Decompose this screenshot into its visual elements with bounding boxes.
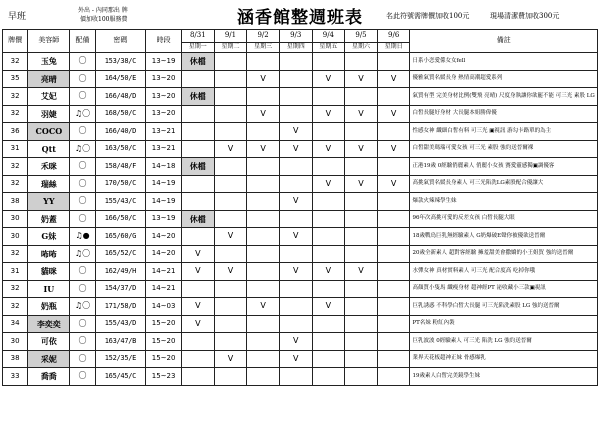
code-cell: 164/50/E [95,70,146,88]
code-cell: 155/43/D [95,315,146,333]
day-cell [312,210,345,228]
price-cell: 32 [3,175,28,193]
day-cell [377,88,410,106]
outcall-note: 外出 - 內同那出 牌 [78,7,128,14]
day-cell [312,333,345,351]
day-cell: V [345,140,378,158]
config-icons: 〇 [70,158,95,176]
day-cell [214,298,247,316]
day-cell [312,368,345,386]
day-cell: V [247,298,280,316]
table-row [3,123,598,141]
day-cell [214,193,247,211]
day-cell [214,315,247,333]
day-cell [377,210,410,228]
day-cell [345,245,378,263]
day-cell: V [279,228,312,246]
service-fee-note: 價加收100服務費 [80,16,128,23]
day-cell: V [247,140,280,158]
day-cell [312,88,345,106]
day-cell [377,280,410,298]
day-cell [345,123,378,141]
col-header-beautician: 美容師 [28,30,70,53]
day-cell [247,53,280,71]
shift-label: 早班 [8,12,27,22]
schedule-table [2,29,598,386]
page-title: 涵香館整週班表 [237,8,363,28]
day-cell [312,315,345,333]
config-icons: 〇 [70,53,95,71]
day-date: 8/31 [181,30,214,43]
price-cell: 33 [3,368,28,386]
code-cell: 155/43/C [95,193,146,211]
day-cell [377,245,410,263]
remark-cell: 優雅氣質名媛長身 熱情高潮超愛系列 [410,70,598,88]
day-cell: V [214,350,247,368]
config-icons: ♫〇 [70,245,95,263]
config-icons: 〇 [70,315,95,333]
day-cell [279,105,312,123]
table-row [3,158,598,176]
day-cell [181,70,214,88]
code-cell: 165/60/G [95,228,146,246]
code-cell: 158/48/F [95,158,146,176]
day-cell [279,53,312,71]
time-slot: 14~21 [146,280,182,298]
day-cell: V [345,70,378,88]
price-cell: 35 [3,70,28,88]
beautician-name: 奶瓶 [28,298,70,316]
day-cell: V [279,263,312,281]
day-cell [181,368,214,386]
day-cell: 休檔 [181,210,214,228]
day-cell [214,158,247,176]
day-cell [377,263,410,281]
time-slot: 13~20 [146,105,182,123]
day-cell [214,123,247,141]
table-row [3,333,598,351]
day-cell [181,333,214,351]
price-cell: 32 [3,105,28,123]
beautician-name: 咘咘 [28,245,70,263]
day-cell [181,350,214,368]
price-cell: 32 [3,298,28,316]
day-cell [214,88,247,106]
beautician-name: G妹 [28,228,70,246]
price-cell: 36 [3,123,28,141]
col-header-config: 配備 [70,30,95,53]
day-cell [345,368,378,386]
table-row [3,175,598,193]
time-slot: 15~20 [146,333,182,351]
day-cell [279,88,312,106]
config-icons: ♫● [70,228,95,246]
day-cell [345,280,378,298]
code-cell: 166/48/D [95,88,146,106]
day-cell: V [181,245,214,263]
price-cell: 30 [3,228,28,246]
col-header-code: 密碼 [95,30,146,53]
day-cell [214,280,247,298]
day-cell [214,245,247,263]
config-icons: 〇 [70,280,95,298]
time-slot: 14~18 [146,158,182,176]
time-slot: 13~20 [146,70,182,88]
day-cell [214,368,247,386]
day-weekday: 星期一 [181,43,214,53]
day-cell: V [247,70,280,88]
remark-cell: 性感女神 纖細白皙有料 可三光 ▣視訊 游勾卡路單的為主 [410,123,598,141]
time-slot: 14~20 [146,228,182,246]
day-cell: V [377,175,410,193]
table-row [3,88,598,106]
remark-cell: 業界天花板超神正妹 骨感爆乳 [410,350,598,368]
day-cell [181,228,214,246]
day-cell [279,280,312,298]
day-cell: V [345,175,378,193]
time-slot: 15~20 [146,315,182,333]
time-slot: 13~21 [146,140,182,158]
day-date: 9/4 [312,30,345,43]
day-cell [214,70,247,88]
beautician-name: 奶蓋 [28,210,70,228]
price-cell: 38 [3,350,28,368]
price-cell: 32 [3,158,28,176]
day-cell: V [214,263,247,281]
table-row [3,263,598,281]
day-weekday: 星期四 [279,43,312,53]
code-cell: 163/50/C [95,140,146,158]
day-cell [312,245,345,263]
day-cell [247,245,280,263]
day-cell: V [312,70,345,88]
day-cell [377,53,410,71]
remark-cell: PT名妹 粉紅內裝 [410,315,598,333]
day-cell: V [377,140,410,158]
price-cell: 31 [3,140,28,158]
price-cell: 32 [3,53,28,71]
col-header-period: 時段 [146,30,182,53]
day-cell [181,193,214,211]
day-cell [279,298,312,316]
day-cell: V [312,175,345,193]
beautician-name: 玉兔 [28,53,70,71]
code-cell: 166/40/D [95,123,146,141]
day-cell [377,123,410,141]
table-row [3,298,598,316]
remark-cell: 爆款火辣辣學生妹 [410,193,598,211]
day-cell [247,350,280,368]
day-cell [247,175,280,193]
day-cell [181,105,214,123]
day-cell [377,368,410,386]
price-cell: 38 [3,193,28,211]
beautician-name: IU [28,280,70,298]
config-icons: 〇 [70,368,95,386]
day-cell [247,123,280,141]
day-cell: V [312,298,345,316]
time-slot: 14~19 [146,175,182,193]
day-cell [181,175,214,193]
remark-cell: 高挑氣質名媛長身素人 可三光陷洗LG素股配合優讓大 [410,175,598,193]
day-cell [247,315,280,333]
code-cell: 154/37/D [95,280,146,298]
col-header-remarks: 備註 [410,30,598,53]
remark-cell: 白皙長腿好身材 大長腿本姐勝偉優 [410,105,598,123]
day-cell [345,315,378,333]
day-cell: V [312,140,345,158]
config-icons: 〇 [70,123,95,141]
day-cell: V [181,298,214,316]
day-cell: V [214,140,247,158]
time-slot: 13~19 [146,53,182,71]
time-slot: 13~19 [146,210,182,228]
time-slot: 15~23 [146,368,182,386]
day-cell [214,105,247,123]
day-cell: V [377,70,410,88]
config-icons: 〇 [70,193,95,211]
day-cell [247,280,280,298]
beautician-name: Qtt [28,140,70,158]
price-cell: 30 [3,210,28,228]
day-date: 9/1 [214,30,247,43]
time-slot: 14~19 [146,193,182,211]
day-cell [247,158,280,176]
day-cell [377,193,410,211]
beautician-name: 艾妃 [28,88,70,106]
day-cell: V [279,140,312,158]
beautician-name: 禾咪 [28,158,70,176]
day-cell [377,333,410,351]
time-slot: 14~20 [146,245,182,263]
day-cell [247,88,280,106]
config-icons: 〇 [70,175,95,193]
day-cell [345,298,378,316]
day-cell [247,333,280,351]
beautician-name: 喬喬 [28,368,70,386]
day-cell [181,280,214,298]
day-cell [345,193,378,211]
remark-cell: 20歲全新素人 超對客經驗 擁羞甜美會撒嬌的小王姐賀 強約送晉爾 [410,245,598,263]
day-cell [345,53,378,71]
day-cell [345,350,378,368]
beautician-name: 瑞絲 [28,175,70,193]
table-row [3,315,598,333]
code-cell: 168/50/C [95,105,146,123]
day-cell [377,315,410,333]
table-row [3,245,598,263]
day-cell: 休檔 [181,88,214,106]
code-cell: 165/52/C [95,245,146,263]
price-cell: 30 [3,333,28,351]
remark-cell: 19歲素人白皙完美鏡學生妹 [410,368,598,386]
day-weekday: 星期二 [214,43,247,53]
day-weekday: 星期三 [247,43,280,53]
day-cell [279,245,312,263]
day-cell [247,193,280,211]
day-cell [345,228,378,246]
day-cell [214,53,247,71]
table-row [3,350,598,368]
day-cell: 休檔 [181,158,214,176]
beautician-name: YY [28,193,70,211]
day-cell: V [312,263,345,281]
day-cell [312,280,345,298]
cleaning-fee-note: 現場清潔費加收300元 [490,12,560,20]
day-date: 9/6 [377,30,410,43]
time-slot: 14~21 [146,263,182,281]
day-cell: V [279,333,312,351]
code-cell: 165/45/C [95,368,146,386]
day-cell: V [247,105,280,123]
day-weekday: 星期五 [312,43,345,53]
day-cell: V [279,123,312,141]
day-cell [312,350,345,368]
day-cell [279,70,312,88]
day-cell [214,333,247,351]
price-cell: 31 [3,263,28,281]
day-cell [345,210,378,228]
day-cell [247,210,280,228]
col-header-price: 牌價 [3,30,28,53]
day-cell [247,263,280,281]
config-icons: ♫〇 [70,298,95,316]
day-cell [377,158,410,176]
beautician-name: 可依 [28,333,70,351]
code-cell: 163/47/B [95,333,146,351]
day-cell: V [279,193,312,211]
config-icons: 〇 [70,263,95,281]
table-row [3,105,598,123]
price-cell: 32 [3,245,28,263]
day-cell: V [279,350,312,368]
day-cell: 休檔 [181,53,214,71]
table-row [3,53,598,71]
day-weekday: 星期六 [345,43,378,53]
beautician-name: 羽婕 [28,105,70,123]
day-date: 9/3 [279,30,312,43]
config-icons: 〇 [70,88,95,106]
day-cell [312,228,345,246]
beautician-name: 李奕奕 [28,315,70,333]
code-cell: 170/50/C [95,175,146,193]
table-row [3,280,598,298]
day-date: 9/2 [247,30,280,43]
config-icons: 〇 [70,350,95,368]
price-cell: 34 [3,315,28,333]
remark-cell: 96年次高挑可愛的反差女孩 白皙長腿大眼 [410,210,598,228]
table-row [3,228,598,246]
time-slot: 13~20 [146,88,182,106]
day-cell: V [181,263,214,281]
code-cell: 166/50/C [95,210,146,228]
day-cell [247,228,280,246]
day-cell [279,158,312,176]
day-cell [279,175,312,193]
day-cell [214,210,247,228]
table-row [3,368,598,386]
day-cell [377,228,410,246]
day-weekday: 星期日 [377,43,410,53]
code-cell: 162/49/H [95,263,146,281]
day-cell [279,315,312,333]
day-cell [345,333,378,351]
symbol-surcharge-note: 名此符號需牌價加收100元 [386,12,470,20]
day-cell [377,298,410,316]
day-cell: V [345,105,378,123]
day-cell: V [312,105,345,123]
day-cell [312,53,345,71]
remark-cell: 日系小恋愛係女女fell [410,53,598,71]
day-cell: V [214,228,247,246]
remark-cell: 白皙甜美瑪瑞可愛女孩 可三光 素股 強約送晉爾裸 [410,140,598,158]
day-cell [247,368,280,386]
table-row [3,210,598,228]
code-cell: 153/38/C [95,53,146,71]
remark-cell: 正港19歲 0經驗俏麗素人 俏麗小女孩 賽愛靈感獨▣調優客 [410,158,598,176]
table-row [3,193,598,211]
config-icons: 〇 [70,333,95,351]
price-cell: 32 [3,280,28,298]
remark-cell: 水彈女神 真材實料素人 可三光 配合度高 吃掉你哦 [410,263,598,281]
remark-cell: 巨乳誘惑 不科學白皙大長腿 可三光陷洗素股 LG 強約送晉爾 [410,298,598,316]
day-cell [377,350,410,368]
day-cell [345,88,378,106]
day-cell: V [345,263,378,281]
remark-cell: 氣質有型 完美身材比例(雙飛 亮晴) 尺度身執讓你欲罷不能 可三光 素股 LG [410,88,598,106]
day-cell: V [377,105,410,123]
time-slot: 14~03 [146,298,182,316]
day-cell [181,140,214,158]
beautician-name: 采妮 [28,350,70,368]
day-date: 9/5 [345,30,378,43]
time-slot: 15~20 [146,350,182,368]
day-cell [345,158,378,176]
beautician-name: 貓咪 [28,263,70,281]
config-icons: ♫〇 [70,105,95,123]
day-cell [312,158,345,176]
config-icons: 〇 [70,210,95,228]
code-cell: 152/35/E [95,350,146,368]
day-cell [214,175,247,193]
beautician-name: COCO [28,123,70,141]
time-slot: 13~21 [146,123,182,141]
table-row [3,140,598,158]
beautician-name: 亮晴 [28,70,70,88]
price-cell: 32 [3,88,28,106]
table-row [3,70,598,88]
config-icons: 〇 [70,70,95,88]
remark-cell: 18歲戰鳥巨乳無經驗素人 G奶爆破E聲你被優欲送晉爾 [410,228,598,246]
config-icons: ♫〇 [70,140,95,158]
remark-cell: 巨乳波波 0經驗素人 可三光 陷洗 LG 強約送晉爾 [410,333,598,351]
remark-cell: 高顏質小隻馬 纖瘦身材 超神經PT 泌收藏小三款▣視訊 [410,280,598,298]
code-cell: 171/58/D [95,298,146,316]
day-cell [312,193,345,211]
day-cell [312,123,345,141]
day-cell: V [181,315,214,333]
day-cell [279,210,312,228]
day-cell [279,368,312,386]
day-cell [181,123,214,141]
